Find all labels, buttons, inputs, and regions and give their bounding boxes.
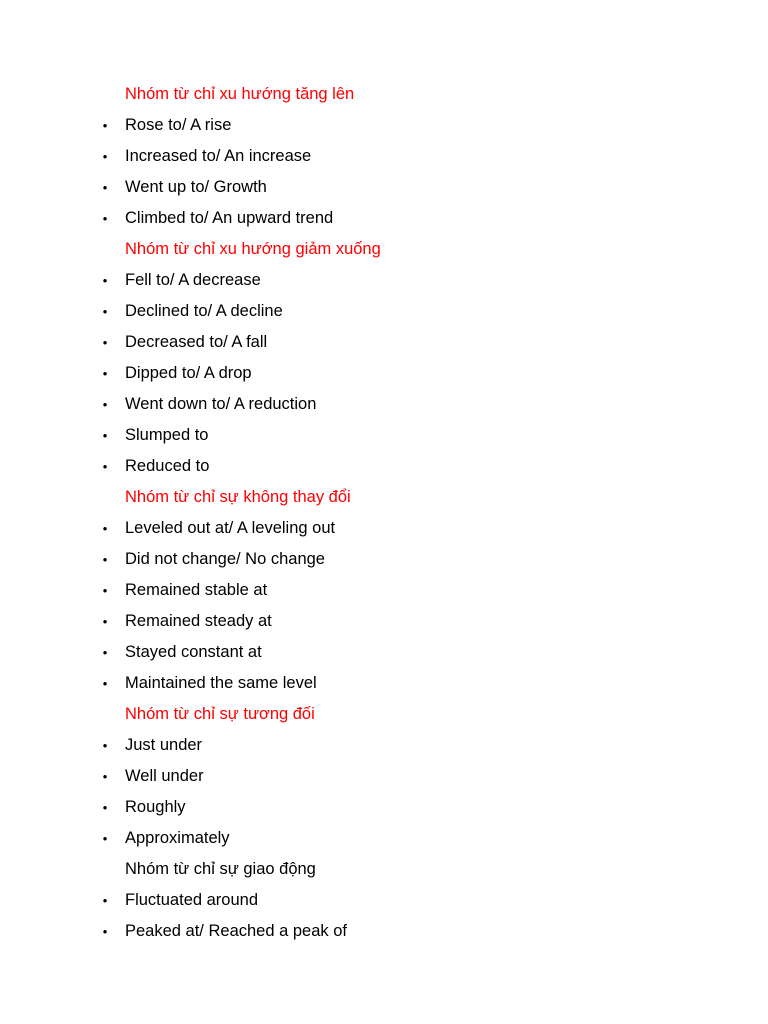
list-item-text: Approximately xyxy=(125,829,230,847)
bullet-icon: • xyxy=(102,149,108,164)
list-item-text: Went up to/ Growth xyxy=(125,178,267,196)
list-item xyxy=(0,203,768,234)
list-item xyxy=(0,606,768,637)
heading-text: Nhóm từ chỉ sự tương đối xyxy=(125,705,315,723)
heading-text: Nhóm từ chỉ sự không thay đổi xyxy=(125,488,351,506)
bullet-icon: • xyxy=(102,428,108,443)
list-item-text: Did not change/ No change xyxy=(125,550,325,568)
bullet-icon: • xyxy=(102,552,108,567)
bullet-icon: • xyxy=(102,645,108,660)
list-item xyxy=(0,389,768,420)
document-page xyxy=(0,79,768,947)
bullet-icon: • xyxy=(102,180,108,195)
list-item xyxy=(0,172,768,203)
bullet-icon: • xyxy=(102,366,108,381)
bullet-icon: • xyxy=(102,800,108,815)
list-item xyxy=(0,823,768,854)
list-item-text: Roughly xyxy=(125,798,186,816)
list-item xyxy=(0,792,768,823)
section-heading-relative xyxy=(0,699,768,730)
list-item-text: Decreased to/ A fall xyxy=(125,333,268,351)
bullet-icon: • xyxy=(102,335,108,350)
bullet-icon: • xyxy=(102,304,108,319)
list-item xyxy=(0,296,768,327)
list-item xyxy=(0,110,768,141)
list-item-text: Reduced to xyxy=(125,457,210,475)
bullet-icon: • xyxy=(102,893,108,908)
list-item xyxy=(0,575,768,606)
bullet-icon: • xyxy=(102,924,108,939)
bullet-icon: • xyxy=(102,583,108,598)
bullet-icon: • xyxy=(102,521,108,536)
list-item xyxy=(0,420,768,451)
list-item-text: Maintained the same level xyxy=(125,674,317,692)
bullet-icon: • xyxy=(102,614,108,629)
bullet-icon: • xyxy=(102,459,108,474)
heading-text: Nhóm từ chỉ xu hướng tăng lên xyxy=(125,85,355,103)
list-item-text: Fluctuated around xyxy=(125,891,259,909)
section-heading-no-change xyxy=(0,482,768,513)
bullet-icon: • xyxy=(102,769,108,784)
list-item-text: Stayed constant at xyxy=(125,643,262,661)
list-item-text: Declined to/ A decline xyxy=(125,302,283,320)
list-item-text: Peaked at/ Reached a peak of xyxy=(125,922,347,940)
list-item xyxy=(0,668,768,699)
bullet-icon: • xyxy=(102,676,108,691)
heading-text: Nhóm từ chỉ sự giao động xyxy=(125,860,316,878)
section-heading-increase xyxy=(0,79,768,110)
bullet-icon: • xyxy=(102,738,108,753)
list-item xyxy=(0,358,768,389)
bullet-icon: • xyxy=(102,831,108,846)
heading-text: Nhóm từ chỉ xu hướng giảm xuống xyxy=(125,240,381,258)
list-item-text: Climbed to/ An upward trend xyxy=(125,209,334,227)
list-item xyxy=(0,885,768,916)
list-item xyxy=(0,451,768,482)
list-item xyxy=(0,730,768,761)
list-item xyxy=(0,916,768,947)
list-item-text: Just under xyxy=(125,736,203,754)
section-heading-fluctuation xyxy=(0,854,768,885)
section-heading-decrease xyxy=(0,234,768,265)
list-item xyxy=(0,327,768,358)
bullet-icon: • xyxy=(102,273,108,288)
list-item xyxy=(0,544,768,575)
list-item xyxy=(0,265,768,296)
list-item-text: Went down to/ A reduction xyxy=(125,395,317,413)
list-item xyxy=(0,637,768,668)
list-item-text: Dipped to/ A drop xyxy=(125,364,252,382)
bullet-icon: • xyxy=(102,211,108,226)
list-item-text: Well under xyxy=(125,767,204,785)
list-item-text: Leveled out at/ A leveling out xyxy=(125,519,336,537)
list-item-text: Remained stable at xyxy=(125,581,268,599)
list-item xyxy=(0,141,768,172)
bullet-icon: • xyxy=(102,118,108,133)
list-item xyxy=(0,761,768,792)
list-item-text: Remained steady at xyxy=(125,612,272,630)
list-item-text: Fell to/ A decrease xyxy=(125,271,261,289)
list-item-text: Rose to/ A rise xyxy=(125,116,232,134)
list-item-text: Slumped to xyxy=(125,426,209,444)
list-item xyxy=(0,513,768,544)
bullet-icon: • xyxy=(102,397,108,412)
list-item-text: Increased to/ An increase xyxy=(125,147,312,165)
